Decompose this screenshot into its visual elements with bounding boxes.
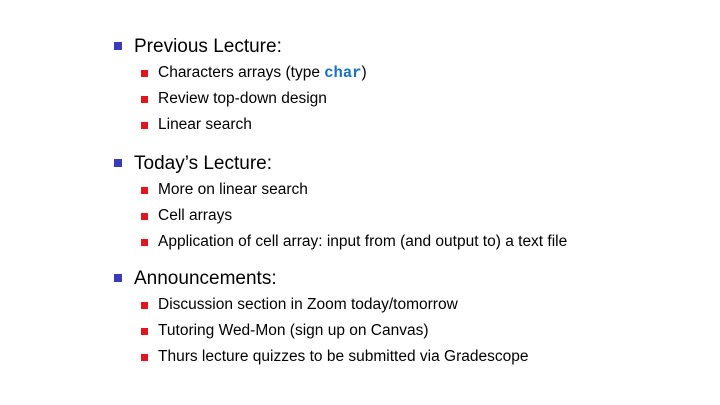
list-item bbox=[112, 319, 702, 345]
section-heading: Previous Lecture: bbox=[134, 36, 282, 57]
square-bullet-icon bbox=[114, 42, 122, 50]
square-bullet-icon bbox=[141, 96, 148, 103]
code-keyword: char bbox=[324, 64, 362, 82]
list-item bbox=[112, 204, 702, 230]
section-todays-lecture bbox=[112, 152, 702, 256]
bullet-list bbox=[112, 293, 702, 371]
list-item bbox=[112, 61, 702, 87]
list-item-text: Review top-down design bbox=[158, 90, 327, 107]
list-item-text: Linear search bbox=[158, 116, 252, 133]
square-bullet-icon bbox=[141, 239, 148, 246]
list-item-text: Discussion section in Zoom today/tomorrow bbox=[158, 296, 458, 313]
square-bullet-icon bbox=[141, 187, 148, 194]
list-item-text: Application of cell array: input from (and output to) a text file bbox=[158, 233, 568, 250]
square-bullet-icon bbox=[141, 328, 148, 335]
section-heading-row bbox=[112, 152, 702, 178]
section-previous-lecture bbox=[112, 35, 702, 139]
section-heading: Today’s Lecture: bbox=[134, 153, 273, 174]
section-heading-row bbox=[112, 267, 702, 293]
list-item bbox=[112, 178, 702, 204]
square-bullet-icon bbox=[141, 213, 148, 220]
section-heading: Announcements: bbox=[134, 268, 277, 289]
list-item-text bbox=[158, 61, 367, 85]
list-item-text: More on linear search bbox=[158, 181, 308, 198]
list-item bbox=[112, 113, 702, 139]
section-announcements bbox=[112, 267, 702, 371]
list-item-text: Cell arrays bbox=[158, 207, 233, 224]
list-item bbox=[112, 87, 702, 113]
bullet-list bbox=[112, 178, 702, 256]
square-bullet-icon bbox=[141, 302, 148, 309]
bullet-list bbox=[112, 61, 702, 139]
list-item bbox=[112, 345, 702, 371]
section-heading-row bbox=[112, 35, 702, 61]
list-item bbox=[112, 230, 702, 256]
square-bullet-icon bbox=[114, 159, 122, 167]
square-bullet-icon bbox=[141, 70, 148, 77]
square-bullet-icon bbox=[141, 122, 148, 129]
list-item-text: Thurs lecture quizzes to be submitted via Gradescope bbox=[158, 348, 529, 365]
square-bullet-icon bbox=[114, 274, 122, 282]
square-bullet-icon bbox=[141, 354, 148, 361]
list-item bbox=[112, 293, 702, 319]
text-before-code: Characters arrays (type bbox=[158, 64, 325, 81]
list-item-text: Tutoring Wed-Mon (sign up on Canvas) bbox=[158, 322, 429, 339]
text-after-code: ) bbox=[361, 64, 367, 81]
